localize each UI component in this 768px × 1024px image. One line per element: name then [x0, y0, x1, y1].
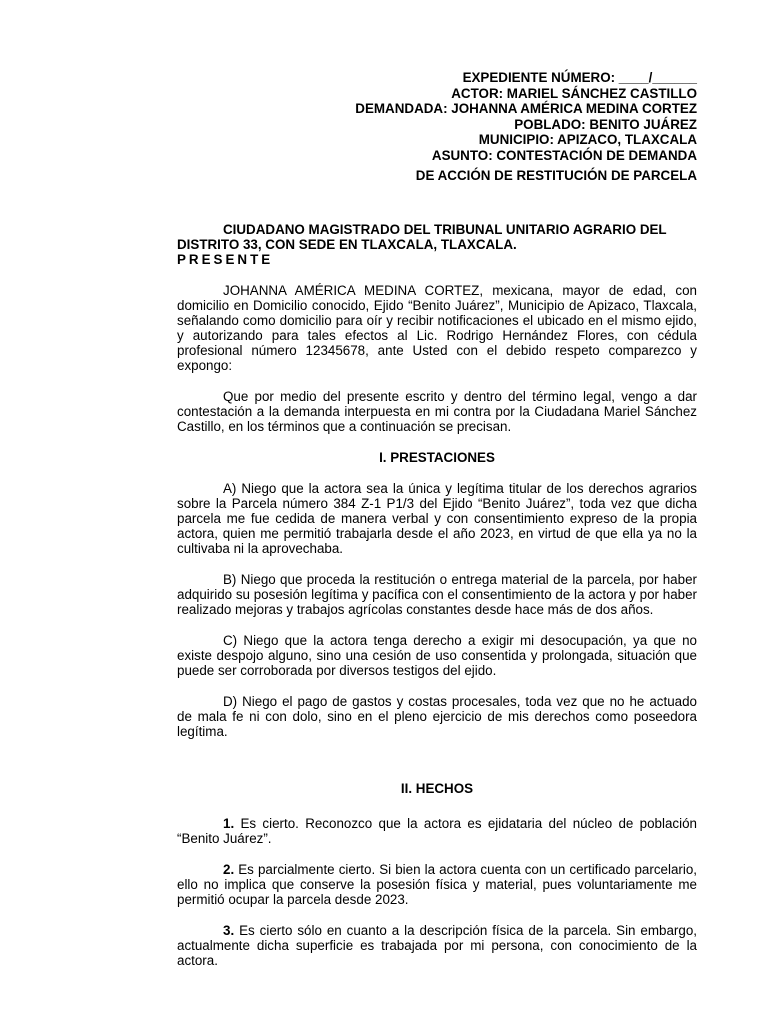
hecho-1: [177, 816, 697, 846]
hecho-text: Es parcialmente cierto. Si bien la actora cuenta con un certificado parcelario, ello no implica que conserve la posesión física y material, pues voluntariamente me permitió ocupar la parcela desde 2023.: [177, 862, 697, 907]
addressee-line: CIUDADANO MAGISTRADO DEL TRIBUNAL UNITARIO AGRARIO DEL DISTRITO 33, CON SEDE EN TLAXCALA, TLAXCALA.: [177, 222, 667, 252]
section-title-hechos: II. HECHOS: [400, 781, 474, 796]
town: POBLADO: BENITO JUÁREZ: [514, 116, 697, 132]
prestacion-d: D) Niego el pago de gastos y costas procesales, toda vez que no he actuado de mala fe ni con dolo, sino en el pleno ejercicio de mis derechos como poseedora legítima.: [177, 694, 697, 739]
hecho-3: [177, 923, 697, 968]
prestacion-c: C) Niego que la actora tenga derecho a exigir mi desocupación, ya que no existe despojo alguno, sino una cesión de uso consentida y prolongada, situación que puede ser corroborada por diversos testigos del ejido.: [177, 633, 697, 678]
hecho-number: 2.: [223, 862, 235, 877]
plaintiff: ACTOR: MARIEL SÁNCHEZ CASTILLO: [451, 85, 697, 101]
hecho-text: Es cierto sólo en cuanto a la descripción física de la parcela. Sin embargo, actualmente dicha superficie es trabajada por mi persona, con conocimiento de la actora.: [177, 923, 697, 968]
addressee: [177, 222, 697, 267]
subject: ASUNTO: CONTESTACIÓN DE DEMANDA: [431, 147, 697, 163]
municipality: MUNICIPIO: APIZACO, TLAXCALA: [478, 132, 697, 147]
section-title-prestaciones: I. PRESTACIONES: [379, 450, 495, 465]
defendant: DEMANDADA: JOHANNA AMÉRICA MEDINA CORTEZ: [355, 101, 697, 116]
case-header: [355, 70, 697, 163]
prestacion-a: A) Niego que la actora sea la única y legítima titular de los derechos agrarios sobre la Parcela número 384 Z-1 P1/3 del Ejido “Benito Juárez”, toda vez que dicha parcela me fue cedida de manera verbal y con consentimiento expreso de la propia actora, quien me permitió trabajarla desde el año 2023, en virtud de que ella ya no la cultivaba ni la aprovechaba.: [177, 481, 697, 556]
document-body: [177, 222, 697, 968]
prestacion-b: B) Niego que proceda la restitución o entrega material de la parcela, por haber adquirido su posesión legítima y pacífica con el consentimiento de la actora y por haber realizado mejoras y trabajos agrícolas constantes desde hace más de dos años.: [177, 572, 697, 617]
hecho-text: Es cierto. Reconozco que la actora es ejidataria del núcleo de población “Benito Juárez”.: [177, 816, 697, 846]
hecho-number: 1.: [223, 816, 235, 831]
hecho-2: [177, 862, 697, 907]
subject-continuation: DE ACCIÓN DE RESTITUCIÓN DE PARCELA: [415, 168, 697, 183]
case-number: EXPEDIENTE NÚMERO: ____/______: [462, 70, 697, 85]
hecho-number: 3.: [223, 923, 235, 938]
intro-paragraph-1: JOHANNA AMÉRICA MEDINA CORTEZ, mexicana, mayor de edad, con domicilio en Domicilio conocido, Ejido “Benito Juárez”, Municipio de Apizaco, Tlaxcala, señalando como domicilio para oír y recibir notificaciones el ubicado en el mismo ejido, y autorizando para tales efectos al Lic. Rodrigo Hernández Flores, con cédula profesional número 12345678, ante Usted con el debido respeto comparezco y expongo:: [177, 283, 697, 373]
intro-paragraph-2: Que por medio del presente escrito y dentro del término legal, vengo a dar contestación a la demanda interpuesta en mi contra por la Ciudadana Mariel Sánchez Castillo, en los términos que a continuación se precisan.: [177, 389, 697, 434]
presente-label: PRESENTE: [177, 252, 274, 267]
